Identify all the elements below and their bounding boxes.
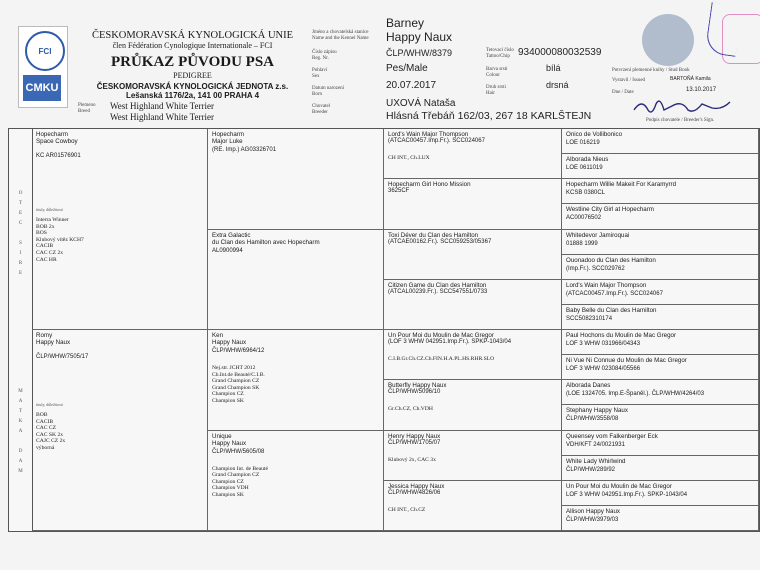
dog-title: Nej.str. JCHT 2012 [212,365,256,371]
sidebar-letter: I [19,251,22,256]
dog-title: CAC CZ 2x [36,249,64,256]
dog-reg-number: AL0900994 [212,247,243,254]
titles-label: tituly, důležitosti [36,207,63,212]
dog-reg-number: LOE 0611019 [566,165,603,172]
dog-reg-number: ČLP/WHW/5605/08 [212,448,265,455]
dog-reg-number: ČLP/WHW/7505/17 [36,354,89,360]
dog-reg-number: ČLP/WHW/4826/06 [388,489,441,496]
dog-name: Toxi Déver du Clan des Hamilton [388,231,479,239]
pedigree-sidebar [9,129,33,531]
label-chip: Tetovací číslo Tattoo/Chip [486,48,514,59]
dog-name-line-2: Happy Naux [36,339,71,346]
sidebar-letter: M [18,469,23,474]
great-grandparent-cell [384,230,562,280]
pedigree-header [0,0,760,128]
dog-reg-number: AC00076502 [566,215,602,222]
org-membership: člen Fédération Cynologique Internationale – FCI [112,41,273,50]
dog-title: CAC HR [36,256,57,263]
dog-name: Queensey vom Falkenberger Eck [566,432,658,440]
great-great-grandparent-cell [562,405,759,430]
dog-reg-number: LOF 3 WHW 042951.Imp.Fr.). SPKP-1043/04 [566,491,688,498]
cmku-logo-mark: CMKU [23,75,61,101]
dog-title: CACIB [36,243,54,250]
dog-reg-number: (ATCAC00457.Imp.Fr.). SCC024067 [388,138,485,144]
dog-name-1: Barney [386,16,425,30]
great-grandparent-cell [384,380,562,430]
dog-reg-number: ČLP/WHW/3558/08 [566,416,619,423]
label-born: Datum narození Born [312,86,345,97]
breeder-signature-icon [632,96,732,116]
great-great-grandparent-cell [562,380,759,405]
club-address: Lešanská 1176/2a, 141 00 PRAHA 4 [125,91,260,100]
sidebar-letter: M [18,389,23,394]
dog-reg-number: 3625CF [388,188,410,195]
dog-name: Baby Belle du Clan des Hamilton [566,306,657,314]
dog-name-line-1: Romy [36,332,53,339]
dog-name: Henry Happy Naux [388,432,441,440]
great-great-grandparent-cell [562,305,759,330]
dog-name: Alborada Nieus [566,156,609,164]
dog-title: Grand Champion CZ [212,378,260,385]
dog-name: Alborada Danes [566,382,611,390]
dog-title: Champion SK [212,397,244,404]
club-name: ČESKOMORAVSKÁ KYNOLOGICKÁ JEDNOTA z.s. [96,82,289,91]
dog-name-line-2: Major Luke [212,138,243,145]
great-grandparent-cell [384,280,562,330]
great-great-grandparent-cell [562,280,759,305]
sidebar-letter: R [18,261,23,266]
dog-title: Champion SK [212,491,244,498]
chip-value: 934000080032539 [518,47,602,58]
great-grandparent-cell [384,330,562,380]
issue-date: 13.10.2017 [686,87,717,93]
dog-name: Lord's Wain Major Thompson [388,131,469,138]
dog-name: White Lady Whirlwind [566,457,626,465]
dog-reg-number: (ATCAE00162.Fr.). SCC059253/05367 [388,238,492,245]
dog-title: CAC CZ [36,425,57,432]
dog-title: CAC SK 2x [36,431,64,438]
great-great-grandparent-cell [562,481,759,506]
breeder-address: Hlásná Třebáň 162/03, 267 18 KARLŠTEJN [386,110,592,122]
dog-title: Champion VDH [212,485,249,492]
great-great-grandparent-cell [562,355,759,380]
dog-title: CACIB [36,418,54,425]
grandparent-cell [208,330,384,431]
sex-value: Pes/Male [386,63,428,74]
dog-name: Ouonadoo du Clan des Hamilton [566,256,656,264]
titles-label: tituly, důležitosti [36,402,63,407]
dog-name: Westline City Girl at Hopecharm [566,206,654,214]
dog-name: Jessica Happy Naux [388,482,445,490]
great-great-grandparent-cell [562,204,759,229]
sidebar-letter: K [18,419,23,424]
dog-title: Interra Winner [36,217,69,223]
dog-name-line-1: Extra Galactic [212,231,251,239]
document-subtitle: PEDIGREE [173,71,212,80]
great-grandparent-cell [384,129,562,179]
dog-name: Onico de Vollibonico [566,131,623,138]
dog-title: Ch.Int.de Beauté/C.I.B. [212,371,265,378]
great-great-grandparent-cell [562,431,759,456]
dog-title: Grand Champion SK [212,384,260,391]
sidebar-letter: C [18,221,23,226]
great-great-grandparent-cell [562,506,759,531]
dog-reg-number: ČLP/WHW/5096/10 [388,389,441,396]
dog-name: Lord's Wain Major Thompson [566,281,647,289]
dog-reg-number: KCSB 0380CL [566,190,606,197]
sidebar-letter: S [19,241,22,246]
dog-name-line-2: Space Cowboy [36,138,78,145]
hologram-seal-icon [642,14,694,66]
great-great-grandparent-cell [562,330,759,355]
dog-reg-number: ČLP/WHW/289/92 [566,466,616,473]
dog-name-line-1: Unique [212,432,232,440]
great-great-grandparent-cell [562,154,759,179]
dog-name-line-1: Hopecharm [212,131,244,138]
dog-reg-number: KC AR01576901 [36,153,81,159]
dog-title: Klubový vítěz KCH7 [36,236,84,243]
dog-title: CH INT., Ch.CZ [388,506,426,513]
dog-reg-number: (ATCAL00239.Fr.). SCC547551/0733 [388,288,488,295]
dog-reg-number: 01888 1999 [566,240,598,247]
dog-name-line-2: Happy Naux [212,339,247,346]
dog-name: Un Pour Moi du Moulin de Mac Gregor [566,482,672,490]
dog-title: výborná [36,444,55,451]
cmku-logo [18,26,68,108]
dog-name: Stephany Happy Naux [566,407,628,415]
dog-reg-number: (RE. Imp.) AG03326701 [212,147,277,153]
dog-name: Whitedevor Jamiroquai [566,231,630,239]
sidebar-letter: A [18,459,23,464]
dog-reg-number: LOF 3 WHW 023084/05566 [566,366,641,373]
colour-value: bílá [546,63,561,73]
label-hair: Druh srsti Hair [486,85,506,96]
dog-name-line-1: Ken [212,332,224,339]
dog-title: Grand Champion CZ [212,472,260,479]
dog-name-2: Happy Naux [386,30,453,44]
dog-reg-number: LOF 3 WHW 031966/04343 [566,341,641,347]
dog-name: Allison Happy Naux [566,507,620,515]
breeder-sign-label: Podpis chovatele / Breeder's Sign. [646,118,715,123]
sidebar-letter: D [18,449,23,454]
label-breeder: Chovatel Breeder [312,104,331,115]
dog-title: BOS [36,230,47,237]
org-name: ČESKOMORAVSKÁ KYNOLOGICKÁ UNIE [91,30,294,41]
organization-block [80,30,305,100]
dog-name: Un Pour Moi du Moulin de Mac Gregor [388,332,494,339]
sidebar-letter: O [18,191,23,196]
great-great-grandparent-cell [562,255,759,280]
dog-reg-number: SCC5082310174 [566,315,613,322]
dog-title: Champion CZ [212,478,244,485]
dog-name: Butterfly Happy Naux [388,382,447,390]
dog-title: Klubový 2x, CAC 3x [388,456,436,463]
label-sex: Pohlaví Sex [312,68,328,79]
dog-name-line-2: Happy Naux [212,439,247,447]
dog-title: C.I.B.Gr.Ch.CZ.Ch.FIN.H.A.PL.HS.RHR.SLO [388,356,495,362]
grandparent-cell [208,431,384,532]
sidebar-letter: A [18,399,23,404]
dog-name: Hopecharm Girl Hono Mission [388,181,471,189]
dog-title: CAJC CZ 2x [36,438,66,445]
dog-reg-number: ČLP/WHW/6964/12 [212,348,265,354]
grandparent-cell [208,230,384,331]
sidebar-letter: A [18,429,23,434]
great-great-grandparent-cell [562,179,759,204]
sidebar-letter: T [18,409,23,414]
dog-reg-number: LOE 016219 [566,140,600,146]
grandparent-cell [208,129,384,230]
label-colour: Barva srsti Colour [486,67,508,78]
breed-value: West Highland White Terrier West Highland White Terrier [110,101,215,122]
dog-reg-number: ČLP/WHW/3979/03 [566,516,619,523]
dog-reg-number: (ATCAC00457.Imp.Fr.). SCC024067 [566,290,663,297]
great-grandparent-cell [384,179,562,229]
reg-number: ČLP/WHW/8379 [386,48,453,58]
label-name: Jméno a chovatelská stanice Name and the Kennel Name [312,30,369,41]
pedigree-table [8,128,760,532]
fci-emblem-icon: FCI [25,31,65,71]
label-reg: Číslo zápisu Reg. Nr. [312,50,337,61]
sidebar-letter: E [18,271,23,276]
great-great-grandparent-cell [562,456,759,481]
great-grandparent-cell [384,481,562,531]
dog-reg-number: (LOF 3 WHW 042951.Imp.Fr.). SPKP-1043/04 [388,339,512,345]
label-issued: Vystavil / Issued [612,78,646,83]
label-studbook: Potvrzení plemenné knihy / Stud Book [612,68,690,73]
dog-name: Paul Hochons du Moulin de Mac Gregor [566,332,677,339]
label-date: Dne / Date [612,90,634,95]
sidebar-letter: E [18,211,23,216]
dog-name-line-1: Hopecharm [36,131,68,138]
great-grandparent-cell [384,431,562,481]
dog-name-line-2: du Clan des Hamilton avec Hopecharm [212,238,320,246]
dog-name: Citizen Game du Clan des Hamilton [388,281,487,289]
dog-title: Champion Int. de Beauté [212,465,268,472]
breed-label: Plemeno Breed [78,103,96,114]
dog-title: Champion CZ [212,391,244,398]
great-great-grandparent-cell [562,230,759,255]
dog-name: Hopecharm Willie Makeit For Karamyrrd [566,181,677,189]
dog-reg-number: (Imp.Fr.). SCC029762 [566,265,625,272]
great-great-grandparent-cell [562,129,759,154]
hair-value: drsná [546,80,569,90]
dog-reg-number: VDH/KFT 24/0021931 [566,441,625,448]
breeder-name: UXOVÁ Nataša [386,98,456,109]
dog-name: Ni Vue Ni Connue du Moulin de Mac Gregor [566,357,687,365]
dog-reg-number: ČLP/WHW/1705/07 [388,439,441,446]
issuer-name: BARTOŇÁ Kamila [670,76,711,82]
dam-cell [32,330,208,531]
document-title: PRŮKAZ PŮVODU PSA [110,54,275,70]
dog-title: BOB [36,412,48,418]
born-value: 20.07.2017 [386,80,437,91]
dog-title: BOB 2x [36,223,55,230]
dog-reg-number: (LOE 1324705. Imp.E-Španěl.). ČLP/WHW/4264/03 [566,391,705,398]
sidebar-letter: T [18,201,23,206]
dog-title: CH INT., Ch.LUX [388,155,430,161]
dog-title: Gr.Ch.CZ, Ch.VDH [388,406,433,413]
sire-cell [32,129,208,330]
